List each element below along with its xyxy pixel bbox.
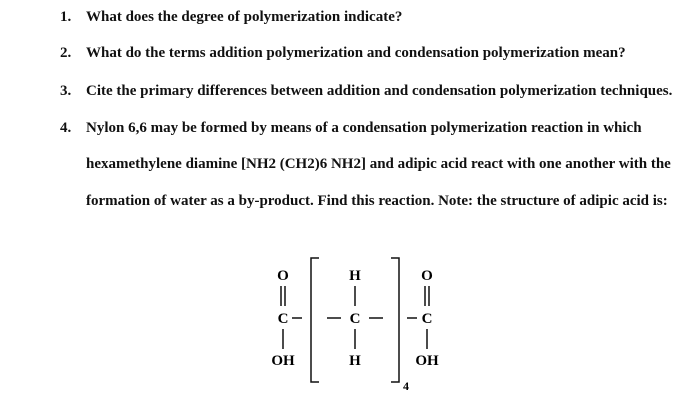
question-1-text: What does the degree of polymerization indicate? [86,9,403,25]
left-bracket [311,258,319,382]
right-hydroxyl: OH [415,353,439,369]
question-4-text-line-1: Nylon 6,6 may be formed by means of a condensation polymerization reaction in which [86,120,642,136]
right-carbon: C [421,311,433,327]
question-3-text: Cite the primary differences between addition and condensation polymerization techniques. [86,83,673,99]
structure-diagram [250,250,460,400]
adipic-acid-structure [250,250,460,400]
question-4-text-line-2: hexamethylene diamine [NH2 (CH2)6 NH2] and adipic acid react with one another with the [86,156,671,172]
mid-carbon: C [349,311,361,327]
mid-hydrogen-bottom: H [349,353,361,369]
left-hydroxyl: OH [271,353,295,369]
left-oxygen: O [277,268,289,284]
right-oxygen: O [421,268,433,284]
question-2-text: What do the terms addition polymerization and condensation polymerization mean? [86,45,626,61]
question-1-number: 1. [60,9,72,25]
question-2-number: 2. [60,45,72,61]
mid-hydrogen-top: H [349,268,361,284]
question-4-number: 4. [60,120,72,136]
left-carbon: C [277,311,289,327]
question-3-number: 3. [60,83,72,99]
repeat-subscript: 4 [403,379,409,393]
question-4-text-line-3: formation of water as a by-product. Find this reaction. Note: the structure of adipic acid is: [86,193,668,209]
right-bracket [391,258,399,382]
